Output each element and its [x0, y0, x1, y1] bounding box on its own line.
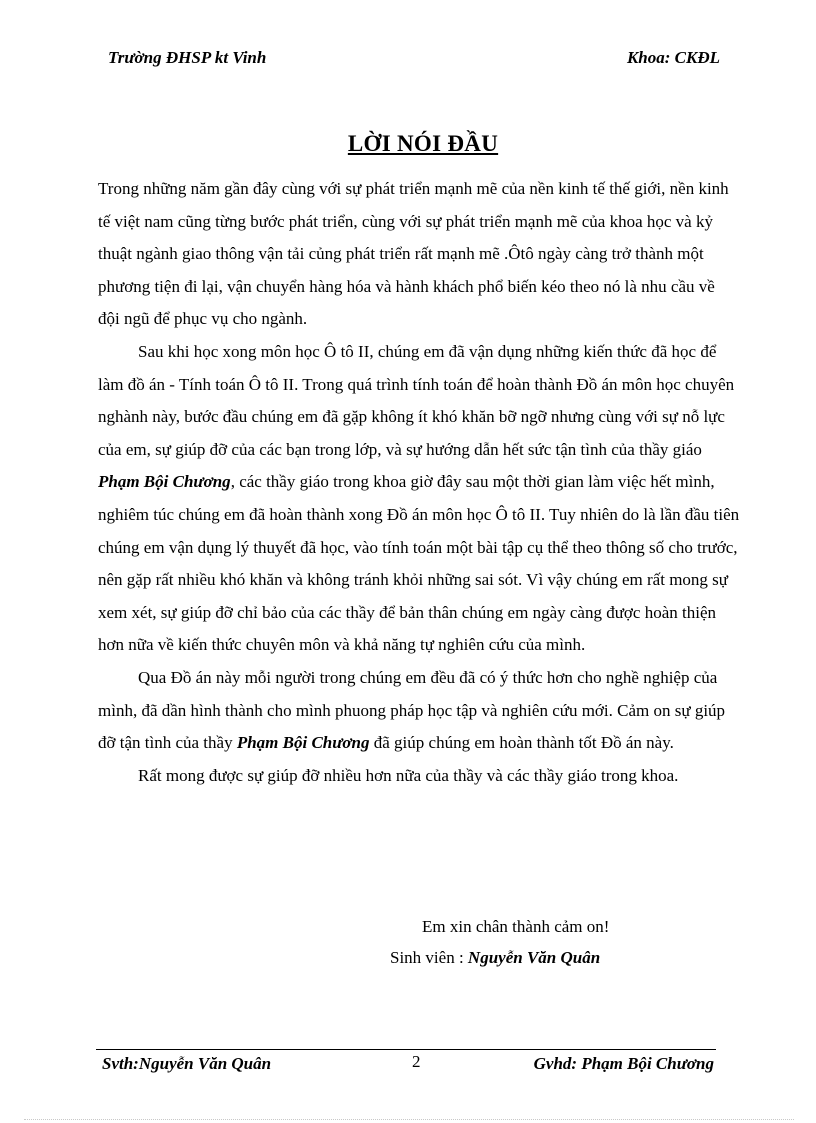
- closing-signature: [390, 948, 600, 968]
- student-label: Sinh viên :: [390, 948, 468, 967]
- paragraph-1: Trong những năm gần đây cùng với sự phát triển mạnh mẽ của nền kinh tế thế giới, nền kinh tế việt nam cũng từng bước phát triển, cùng với sự phát triển mạnh mẽ của khoa học và kỷ thuật ngành giao thông vận tải củng phát triển rất mạnh mẽ .Ôtô ngày càng trở thành một phương tiện đi lại, vận chuyển hàng hóa và hành khách phổ biến kéo theo nó là nhu cầu về đội ngũ để phục vụ cho ngành.: [98, 179, 729, 329]
- paragraph-3-text-a: Qua Đồ án này mỗi người trong chúng em đều đã có ý thức hơn cho nghề nghiệp của mình, đã dần hình thành cho mình phuong pháp học tập và nghiên cứu mới. Cảm on sự giúp đỡ tận tình của thầy: [98, 667, 726, 753]
- paragraph-4: Rất mong được sự giúp đỡ nhiều hơn nữa của thầy và các thầy giáo trong khoa.: [138, 765, 679, 785]
- paragraph-3: [98, 662, 740, 760]
- footer-divider: [96, 1049, 716, 1050]
- closing-thanks: Em xin chân thành cảm on!: [422, 917, 610, 936]
- document-body: [98, 173, 740, 792]
- paragraph-2-text-a: Sau khi học xong môn học Ô tô II, chúng em đã vận dụng những kiến thức đã học để làm đồ án - Tính toán Ô tô II. Trong quá trình tính toán để hoàn thành Đồ án môn học chuyên nghành này, bước đầu chúng em đã gặp không ít khó khăn bỡ ngỡ nhưng cùng với sự nỗ lực của em, sự giúp đỡ của các bạn trong lớp, và sự hướng dẫn hết sức tận tình của thầy giáo: [98, 341, 735, 459]
- student-name: Nguyễn Văn Quân: [467, 948, 601, 967]
- header-faculty: Khoa: CKĐL: [626, 48, 720, 67]
- page-number: 2: [412, 1052, 421, 1071]
- header-school: Trường ĐHSP kt Vinh: [108, 48, 267, 67]
- paragraph-3-text-b: đã giúp chúng em hoàn thành tốt Đồ án này.: [369, 733, 674, 753]
- footer-advisor: Gvhd: Phạm Bội Chương: [533, 1054, 714, 1073]
- footer-student: Svth:Nguyễn Văn Quân: [102, 1054, 272, 1073]
- advisor-name-emphasis-2: Phạm Bội Chương: [236, 733, 370, 753]
- page-edge-divider: [24, 1119, 794, 1120]
- document-title: LỜI NÓI ĐẦU: [347, 131, 499, 156]
- page-header: [108, 48, 720, 72]
- page-footer: [102, 1054, 716, 1078]
- advisor-name-emphasis: Phạm Bội Chương: [98, 472, 231, 492]
- paragraph-2-text-b: , các thầy giáo trong khoa giờ đây sau một thời gian làm việc hết mình, nghiêm túc chúng em đã hoàn thành xong Đồ án môn học Ô tô II. Tuy nhiên do là lần đầu tiên chúng em vận dụng lý thuyết đã học, vào tính toán một bài tập cụ thể theo thông số cho trước, nên gặp rất nhiều khó khăn và không tránh khỏi những sai sót. Vì vậy chúng em rất mong sự xem xét, sự giúp đỡ chỉ bảo của các thầy để bản thân chúng em ngày càng được hoàn thiện hơn nữa về kiến thức chuyên môn và khả năng tự nghiên cứu của mình.: [98, 472, 740, 655]
- paragraph-2: [98, 336, 740, 662]
